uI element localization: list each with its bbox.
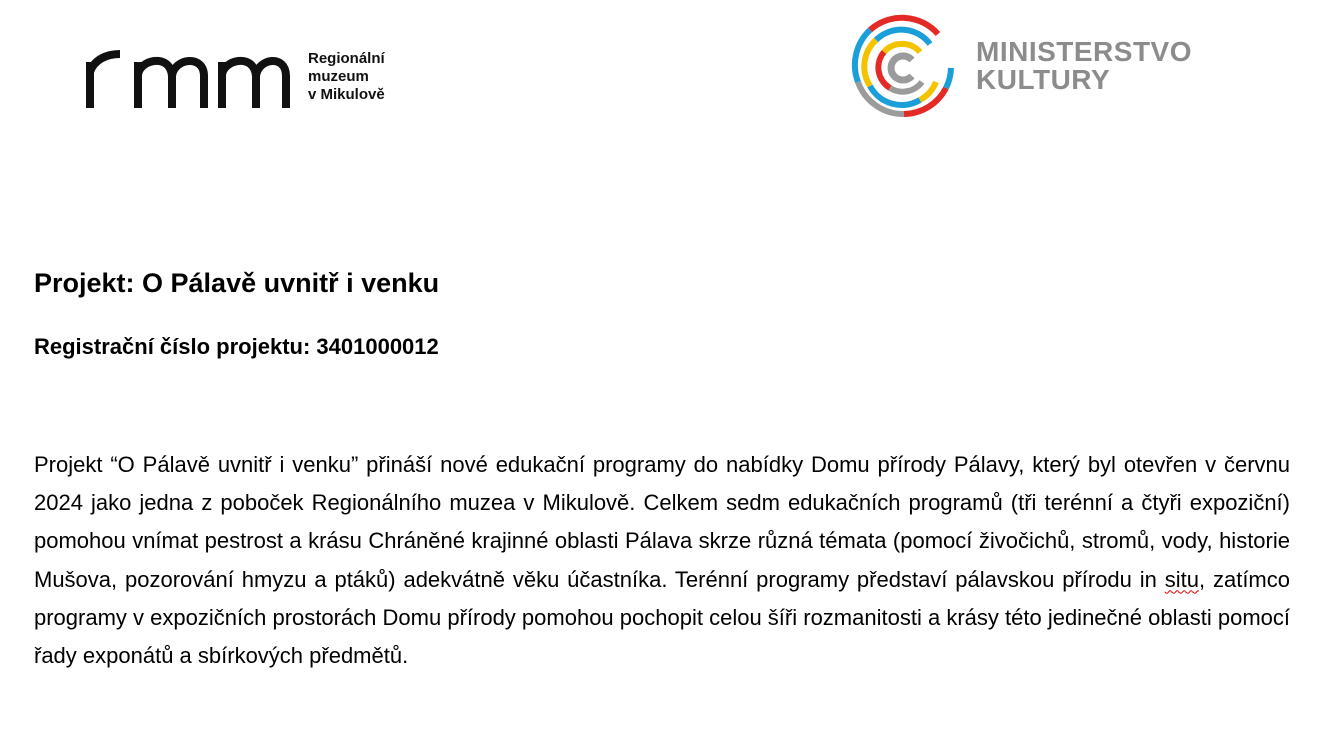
description-part-1: Projekt “O Pálavě uvnitř i venku” přináší nové edukační programy do nabídky Domu přírody Pálavy, který byl otevřen v červnu 2024 jako jedna z poboček Regionálního muzea v Mikulově. Celkem sedm edukačních programů (tři terénní a čtyři expoziční) pomohou vnímat pestrost a krásu Chráněné krajinné oblasti Pálava skrze různá témata (pomocí živočichů, stromů, vody, historie Mušova, pozorování hmyzu a ptáků) adekvátně věku účastníka. Terénní programy představí pálavskou přírodu in (34, 452, 1290, 592)
ministry-logo-line-1: MINISTERSTVO (976, 38, 1193, 67)
rmm-logo-line-3: v Mikulově (308, 86, 385, 103)
rmm-logo-mark (84, 46, 290, 108)
description-part-2: , zatímco programy v expozičních prostorách Domu přírody pomohou pochopit celou šíři rozmanitosti a krásy této jedinečné oblasti pomocí řady exponátů a sbírkových předmětů. (34, 566, 1290, 669)
ministry-logo-text (976, 38, 1198, 94)
registration-number: Registrační číslo projektu: 3401000012 (34, 334, 439, 359)
rmm-logo-text (308, 50, 385, 104)
rmm-logo-line-1: Regionální (308, 50, 385, 67)
spellcheck-flagged-word[interactable]: situ (1164, 566, 1199, 592)
project-description (34, 446, 1290, 675)
project-title: Projekt: O Pálavě uvnitř i venku (34, 268, 440, 298)
ministry-emblem-icon (850, 12, 958, 120)
ministry-logo (850, 12, 1198, 120)
rmm-logo-line-2: muzeum (308, 68, 369, 85)
ministry-logo-line-2: KULTURY (976, 64, 1111, 94)
rmm-logo (84, 42, 385, 112)
